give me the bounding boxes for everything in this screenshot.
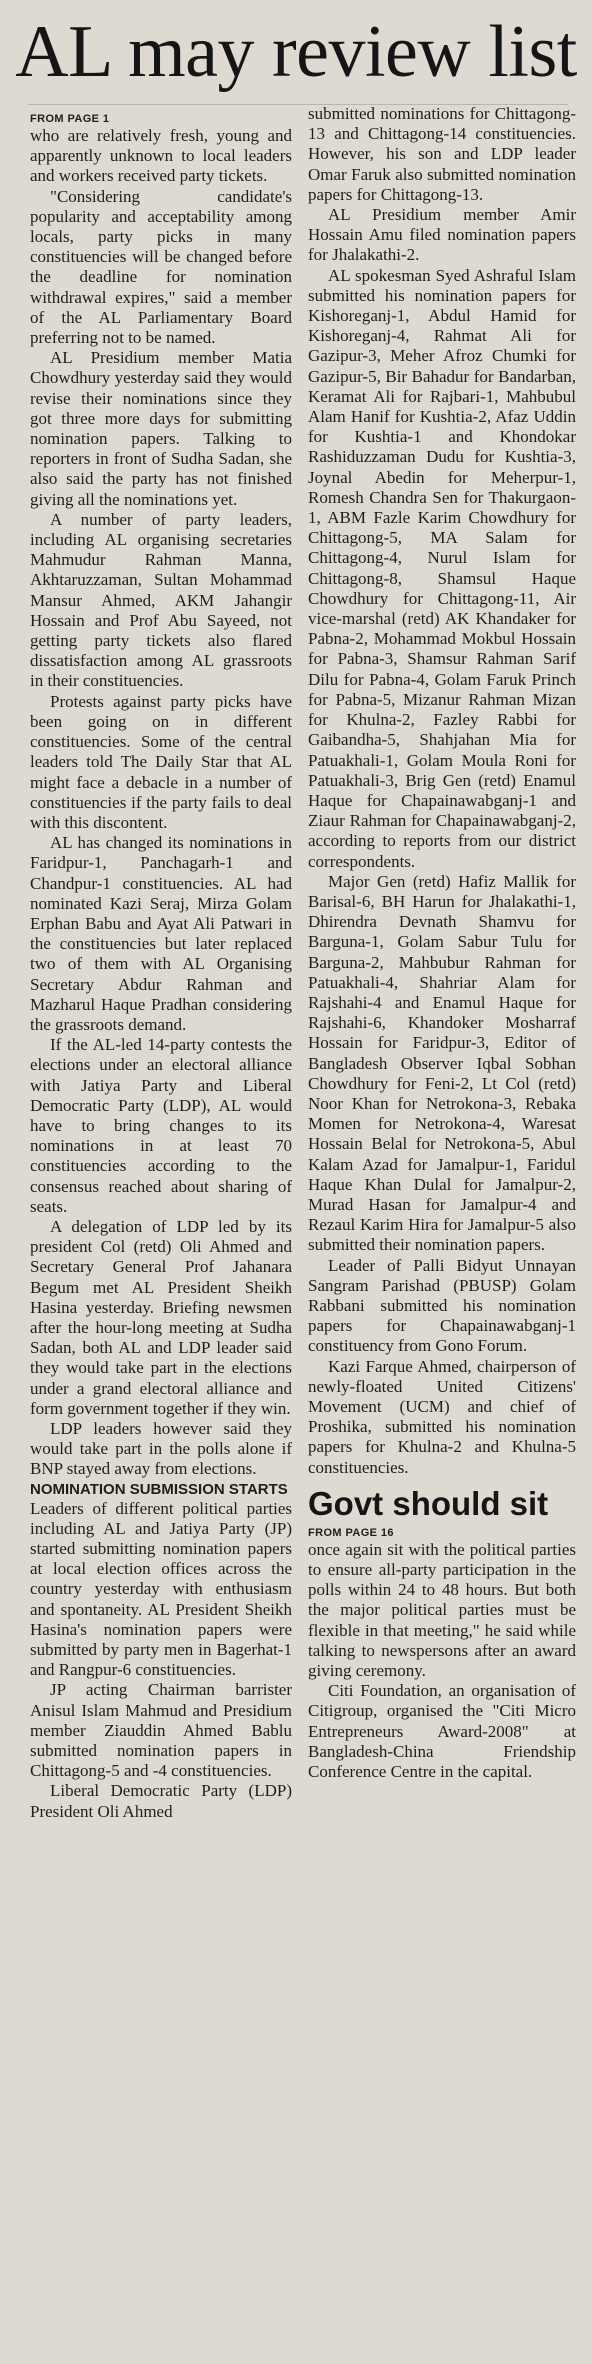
body-paragraph: once again sit with the political parties to ensure all-party participation in the polls within 24 to 48 hours. But both the major political parties must be flexible in that meeting," he said while talking to newspersons after an award giving ceremony.	[308, 1539, 576, 1681]
body-paragraph: AL spokesman Syed Ashraful Islam submitted his nomination papers for Kishoreganj-1, Abdul Hamid for Kishoreganj-4, Rahmat Ali for Gazipur-3, Meher Afroz Chumki for Gazipur-5, Bir Bahadur for Bandarban, Keramat Ali for Rajbari-1, Mahbubul Alam Hanif for Kushtia-2, Afaz Uddin for Kushtia-1 and Khondokar Rashiduzzaman Dudu for Kushtia-3, Joynal Abedin for Meherpur-1, Romesh Chandra Sen for Thakurgaon-1, ABM Fazle Karim Chowdhury for Chittagong-5, MA Salam for Chittagong-4, Nurul Islam for Chittagong-8, Shamsul Haque Chowdhury for Chittagong-11, Air vice-marshal (retd) AK Khandaker for Pabna-2, Mohammad Mokbul Hossain for Pabna-3, Shamsur Rahman Sarif Dilu for Pabna-4, Golam Faruk Princh for Pabna-5, Mizanur Rahman Mizan for Khulna-2, Fazley Rabbi for Gaibandha-5, Shahjahan Mia for Patuakhali-1, Golam Moula Roni for Patuakhali-3, Brig Gen (retd) Enamul Haque for Chapainawabganj-1 and Ziaur Rahman for Chapainawabganj-2, according to reports from our district correspondents.	[308, 265, 576, 871]
second-kicker: FROM PAGE 16	[308, 1526, 394, 1539]
body-paragraph: AL Presidium member Amir Hossain Amu filed nomination papers for Jhalakathi-2.	[308, 205, 576, 265]
body-paragraph: A delegation of LDP led by its president Col (retd) Oli Ahmed and Secretary General Prof Jahanara Begum met AL President Sheikh Hasina yesterday. Briefing newsmen after the hour-long meeting at Sudha Sadan, both AL and LDP leader said they would take part in the elections under a grand electoral alliance and form government together if they win.	[30, 1216, 292, 1418]
kicker: FROM PAGE 1	[30, 113, 110, 125]
body-paragraph: "Considering candidate's popularity and acceptability among locals, party picks in many constituencies will be changed before the deadline for nomination withdrawal expires," said a member of the AL Parliamentary Board preferring not to be named.	[30, 186, 292, 348]
body-paragraph: If the AL-led 14-party contests the elections under an electoral alliance with Jatiya Party and Liberal Democratic Party (LDP), AL would have to bring changes to its nominations in at least 70 constituencies according to the consensus reached about sharing of seats.	[30, 1035, 292, 1216]
body-paragraph: Protests against party picks have been going on in different constituencies. Some of the central leaders told The Daily Star that AL might face a debacle in a number of constituencies if the party fails to deal with this discontent.	[30, 691, 292, 832]
headline: AL may review list	[15, 11, 577, 93]
body-paragraph: Major Gen (retd) Hafiz Mallik for Barisal-6, BH Harun for Jhalakathi-1, Dhirendra Devnath Shamvu for Barguna-1, Golam Sabur Tulu for Barguna-2, Mahbubur Rahman for Patuakhali-4, Shahriar Alam for Rajshahi-4 and Enamul Haque for Rajshahi-6, Khandoker Mosharraf Hossain for Faridpur-3, Editor of Bangladesh Observer Iqbal Sobhan Chowdhury for Feni-2, Lt Col (retd) Noor Khan for Netrokona-3, Rebaka Momen for Netrokona-4, Waresat Hossain Belal for Netrokona-5, Abul Kalam Azad for Jamalpur-1, Faridul Haque Khan Dulal for Jamalpur-2, Murad Hasan for Jamalpur-4 and Rezaul Karim Hira for Jamalpur-5 also submitted their nomination papers.	[308, 871, 576, 1255]
body-paragraph: Leaders of different political parties including AL and Jatiya Party (JP) started submitting nomination papers at local election offices across the country yesterday with enthusiasm and spontaneity. AL President Sheikh Hasina's nomination papers were submitted by party men in Bagerhat-1 and Rangpur-6 constituencies.	[30, 1498, 292, 1680]
body-paragraph: A number of party leaders, including AL organising secretaries Mahmudur Rahman Manna, Akhtaruzzaman, Sultan Mohammad Mansur Ahmed, AKM Jahangir Hossain and Prof Abu Sayeed, not getting party tickets also flared dissatisfaction among AL grassroots in their constituencies.	[30, 509, 292, 691]
section-subhead: NOMINATION SUBMISSION STARTS	[30, 1480, 288, 1498]
second-headline: Govt should sit	[308, 1484, 549, 1522]
body-paragraph: Kazi Farque Ahmed, chairperson of newly-floated United Citizens' Movement (UCM) and chief of Proshika, submitted his nomination papers for Khulna-2 and Khulna-5 constituencies.	[308, 1356, 576, 1477]
body-paragraph: JP acting Chairman barrister Anisul Islam Mahmud and Presidium member Ziauddin Ahmed Bablu submitted nomination papers in Chittagong-5 and -4 constituencies.	[30, 1680, 292, 1781]
body-paragraph: who are relatively fresh, young and apparently unknown to local leaders and workers received party tickets.	[30, 126, 292, 186]
body-paragraph: Liberal Democratic Party (LDP) President Oli Ahmed	[30, 1781, 292, 1821]
body-paragraph: submitted nominations for Chittagong-13 and Chittagong-14 constituencies. However, his son and LDP leader Omar Faruk also submitted nomination papers for Chittagong-13.	[308, 104, 576, 204]
right-column	[308, 104, 576, 2354]
body-paragraph: AL has changed its nominations in Faridpur-1, Panchagarh-1 and Chandpur-1 constituencies. AL had nominated Kazi Seraj, Mirza Golam Erphan Babu and Ayat Ali Patwari in the constituencies but later replaced two of them with AL Organising Secretary Abdur Rahman and Mazharul Haque Pradhan considering the grassroots demand.	[30, 833, 292, 1034]
left-column	[30, 112, 292, 2362]
body-paragraph: Leader of Palli Bidyut Unnayan Sangram Parishad (PBUSP) Golam Rabbani submitted his nomination papers for Chapainawabganj-1 constituency from Gono Forum.	[308, 1255, 576, 1356]
body-paragraph: AL Presidium member Matia Chowdhury yesterday said they would revise their nominations since they got three more days for submitting nomination papers. Talking to reporters in front of Sudha Sadan, she also said the party has not finished giving all the nominations yet.	[30, 348, 292, 509]
body-paragraph: Citi Foundation, an organisation of Citigroup, organised the "Citi Micro Entrepreneurs Award-2008" at Bangladesh-China Friendship Conference Centre in the capital.	[308, 1681, 576, 1782]
body-paragraph: LDP leaders however said they would take part in the polls alone if BNP stayed away from elections.	[30, 1419, 292, 1479]
